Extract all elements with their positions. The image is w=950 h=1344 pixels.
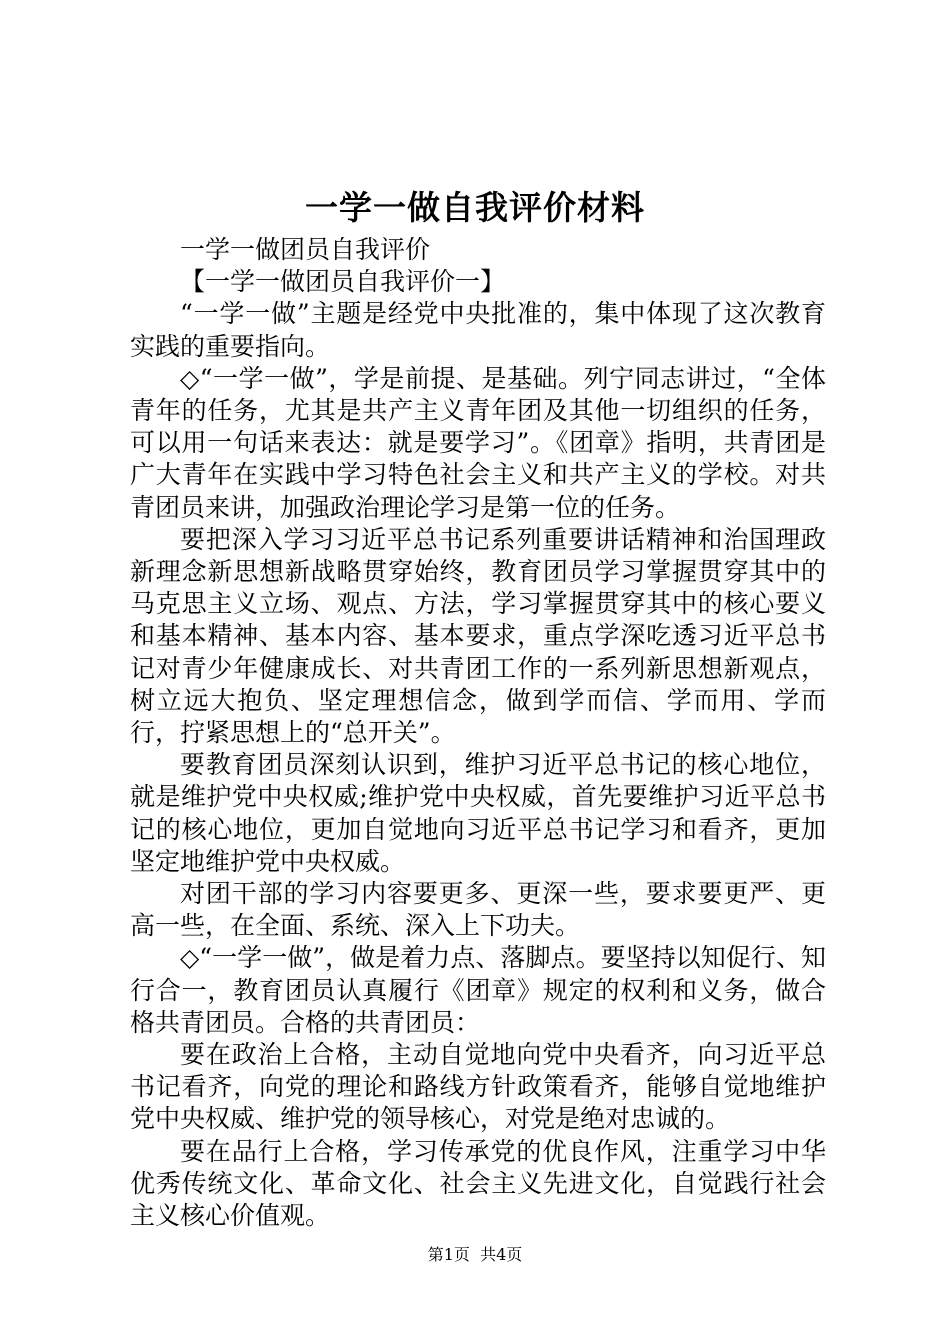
paragraph: 要教育团员深刻认识到，维护习近平总书记的核心地位，就是维护党中央权威;维护党中央权威，首先要维护习近平总书记的核心地位，更加自觉地向习近平总书记学习和看齐，更加坚定地维护党中央权威。 [130, 750, 826, 876]
paragraph: 对团干部的学习内容要更多、更深一些，要求要更严、更高一些，在全面、系统、深入上下功夫。 [130, 879, 826, 941]
paragraph: “一学一做”主题是经党中央批准的，集中体现了这次教育实践的重要指向。 [130, 299, 826, 361]
paragraph: 要在政治上合格，主动自觉地向党中央看齐，向习近平总书记看齐，向党的理论和路线方针政策看齐，能够自觉地维护党中央权威、维护党的领导核心，对党是绝对忠诚的。 [130, 1040, 826, 1134]
paragraph: 要把深入学习习近平总书记系列重要讲话精神和治国理政新理念新思想新战略贯穿始终，教育团员学习掌握贯穿其中的马克思主义立场、观点、方法，学习掌握贯穿其中的核心要义和基本精神、基本内容、基本要求，重点学深吃透习近平总书记对青少年健康成长、对共青团工作的一系列新思想新观点，树立远大抱负、坚定理想信念，做到学而信、学而用、学而行，拧紧思想上的“总开关”。 [130, 524, 826, 748]
paragraph-section-heading: 【一学一做团员自我评价一】 [180, 267, 506, 297]
paragraph: ◇“一学一做”，做是着力点、落脚点。要坚持以知促行、知行合一，教育团员认真履行《团章》规定的权利和义务，做合格共青团员。合格的共青团员： [130, 943, 826, 1037]
document-body [130, 234, 826, 1232]
document-title: 一学一做自我评价材料 [305, 188, 645, 227]
paragraph: ◇“一学一做”，学是前提、是基础。列宁同志讲过，“全体青年的任务，尤其是共产主义青年团及其他一切组织的任务，可以用一句话来表达：就是要学习”。《团章》指明，共青团是广大青年在实践中学习特色社会主义和共产主义的学校。对共青团员来讲，加强政治理论学习是第一位的任务。 [130, 363, 826, 522]
page-number-label: 第1页 共4页 [427, 1245, 523, 1264]
paragraph-subtitle: 一学一做团员自我评价 [180, 235, 431, 264]
paragraph: 要在品行上合格，学习传承党的优良作风，注重学习中华优秀传统文化、革命文化、社会主义先进文化，自觉践行社会主义核心价值观。 [130, 1136, 826, 1231]
page-footer [0, 1244, 950, 1266]
